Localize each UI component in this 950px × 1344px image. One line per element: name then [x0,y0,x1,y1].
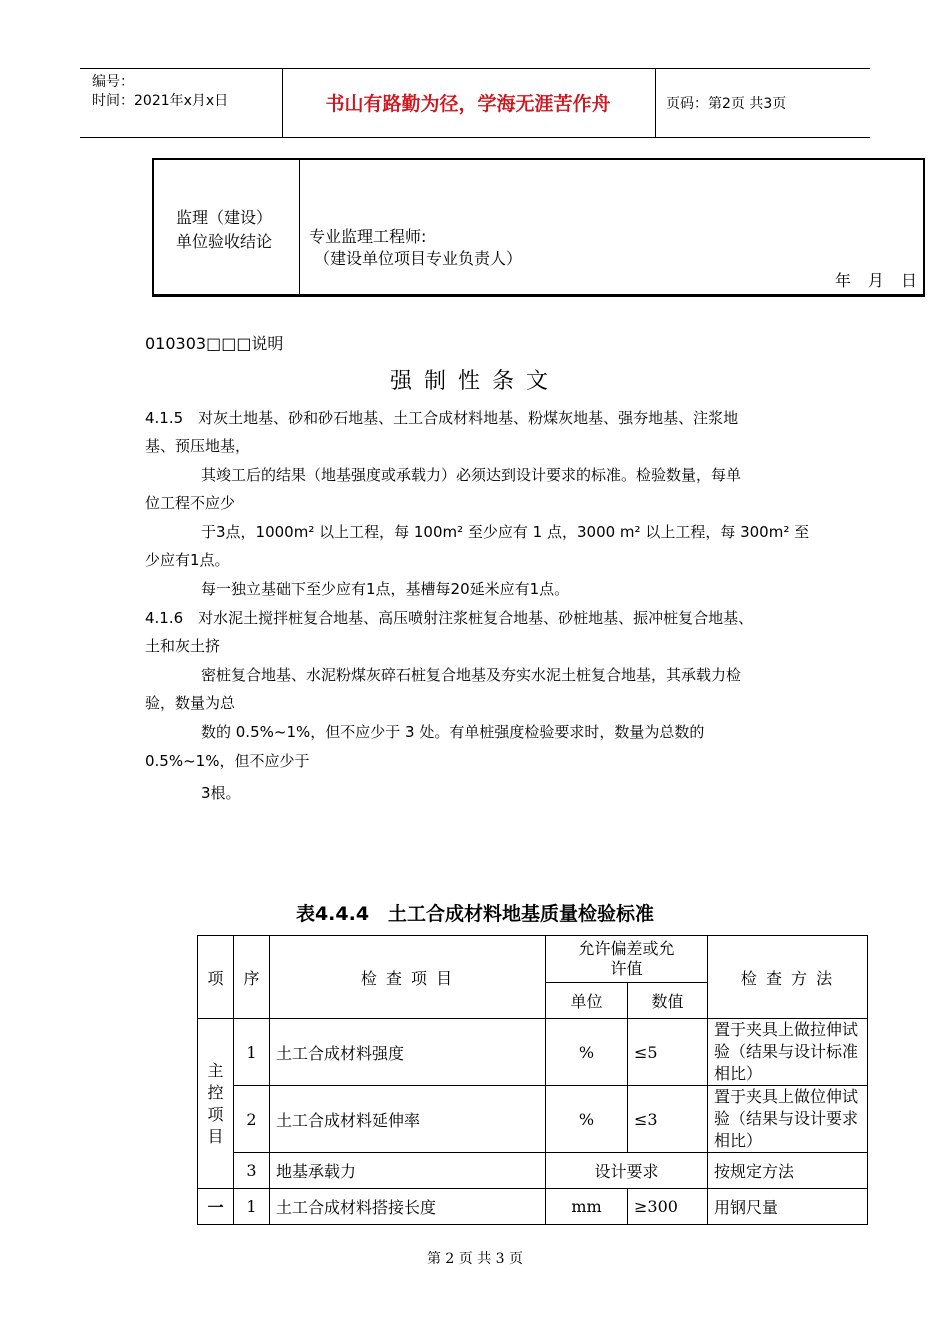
col-header-seq: 序 [234,936,270,1019]
table-row [198,1019,868,1086]
paragraph-line: 密桩复合地基、水泥粉煤灰碎石桩复合地基及夯实水泥土桩复合地基，其承载力检 [201,666,742,684]
label-line: 监理（建设） [176,208,273,227]
paragraph-line: 4.1.6 对水泥土搅拌桩复合地基、高压喷射注浆桩复合地基、砂桩地基、振冲桩复合地基、 [145,609,754,627]
table-row [198,1086,868,1153]
paragraph-line: 少应有1点。 [145,551,230,569]
paragraph-line: 土和灰土挤 [145,637,221,655]
owner-line: （建设单位项目专业负责人） [314,249,523,268]
row-item: 土工合成材料延伸率 [270,1086,546,1153]
col-header-item: 项 [198,936,234,1019]
row-merged-value: 设计要求 [546,1153,708,1189]
row-method: 按规定方法 [708,1153,868,1189]
paragraph-line: 0.5%~1%，但不应少于 [145,752,310,770]
supervision-label [176,206,272,254]
supervision-box [152,158,925,297]
row-seq: 3 [234,1153,270,1189]
col-header-value: 数值 [628,983,708,1019]
page-header [80,68,870,138]
paragraph-line: 每一独立基础下至少应有1点，基槽每20延米应有1点。 [201,580,570,598]
row-item: 土工合成材料强度 [270,1019,546,1086]
label-line: 单位验收结论 [176,232,273,251]
row-unit: mm [546,1189,628,1225]
quality-table [197,935,868,1225]
group-general: 一 [198,1189,234,1225]
time-label: 时间：2021年x月x日 [92,93,229,109]
paragraph-line: 3根。 [201,784,241,802]
row-value: ≤3 [628,1086,708,1153]
row-unit: % [546,1086,628,1153]
paragraph-line: 4.1.5 对灰土地基、砂和砂石地基、土工合成材料地基、粉煤灰地基、强夯地基、注浆地 [145,409,739,427]
col-header-tolerance: 允许偏差或允许值 [546,936,708,983]
row-seq: 1 [234,1019,270,1086]
col-header-method: 检 查 方 法 [708,936,868,1019]
page-info: 页码：第2页 共3页 [666,96,787,112]
box-divider [299,160,300,294]
col-header-check: 检 查 项 目 [270,936,546,1019]
row-method: 置于夹具上做位伸试验（结果与设计要求相比） [708,1086,868,1153]
table-header-row [198,936,868,983]
paragraph-line: 数的 0.5%~1%，但不应少于 3 处。有单桩强度检验要求时，数量为总数的 [201,723,705,741]
paragraph-line: 其竣工后的结果（地基强度或承载力）必须达到设计要求的标准。检验数量，每单 [201,466,742,484]
col-header-unit: 单位 [546,983,628,1019]
paragraph-line: 基、预压地基， [145,437,251,455]
table-row [198,1153,868,1189]
header-motto: 书山有路勤为径，学海无涯苦作舟 [325,93,611,115]
row-item: 土工合成材料搭接长度 [270,1189,546,1225]
row-unit: % [546,1019,628,1086]
section-heading: 强制性条文 [389,369,560,394]
paragraph-line: 验，数量为总 [145,694,236,712]
row-seq: 1 [234,1189,270,1225]
paragraph-line: 于3点，1000m² 以上工程，每 100m² 至少应有 1 点，3000 m² 以上工程，每 300m² 至 [201,523,810,541]
row-item: 地基承载力 [270,1153,546,1189]
table-title: 表4.4.4 土工合成材料地基质量检验标准 [295,903,655,925]
row-method: 用钢尺量 [708,1189,868,1225]
number-label: 编号： [92,74,134,90]
row-value: ≥300 [628,1189,708,1225]
row-value: ≤5 [628,1019,708,1086]
row-seq: 2 [234,1086,270,1153]
table-row [198,1189,868,1225]
engineer-line: 专业监理工程师: [309,227,427,246]
paragraph-line: 位工程不应少 [145,494,236,512]
page-footer: 第 2 页 共 3 页 [426,1251,524,1267]
row-method: 置于夹具上做拉伸试验（结果与设计标准相比） [708,1019,868,1086]
group-main: 主控项目 [198,1019,234,1189]
doc-code: 010303□□□说明 [145,334,284,353]
header-meta [92,73,228,111]
date-line: 年 月 日 [834,271,917,290]
